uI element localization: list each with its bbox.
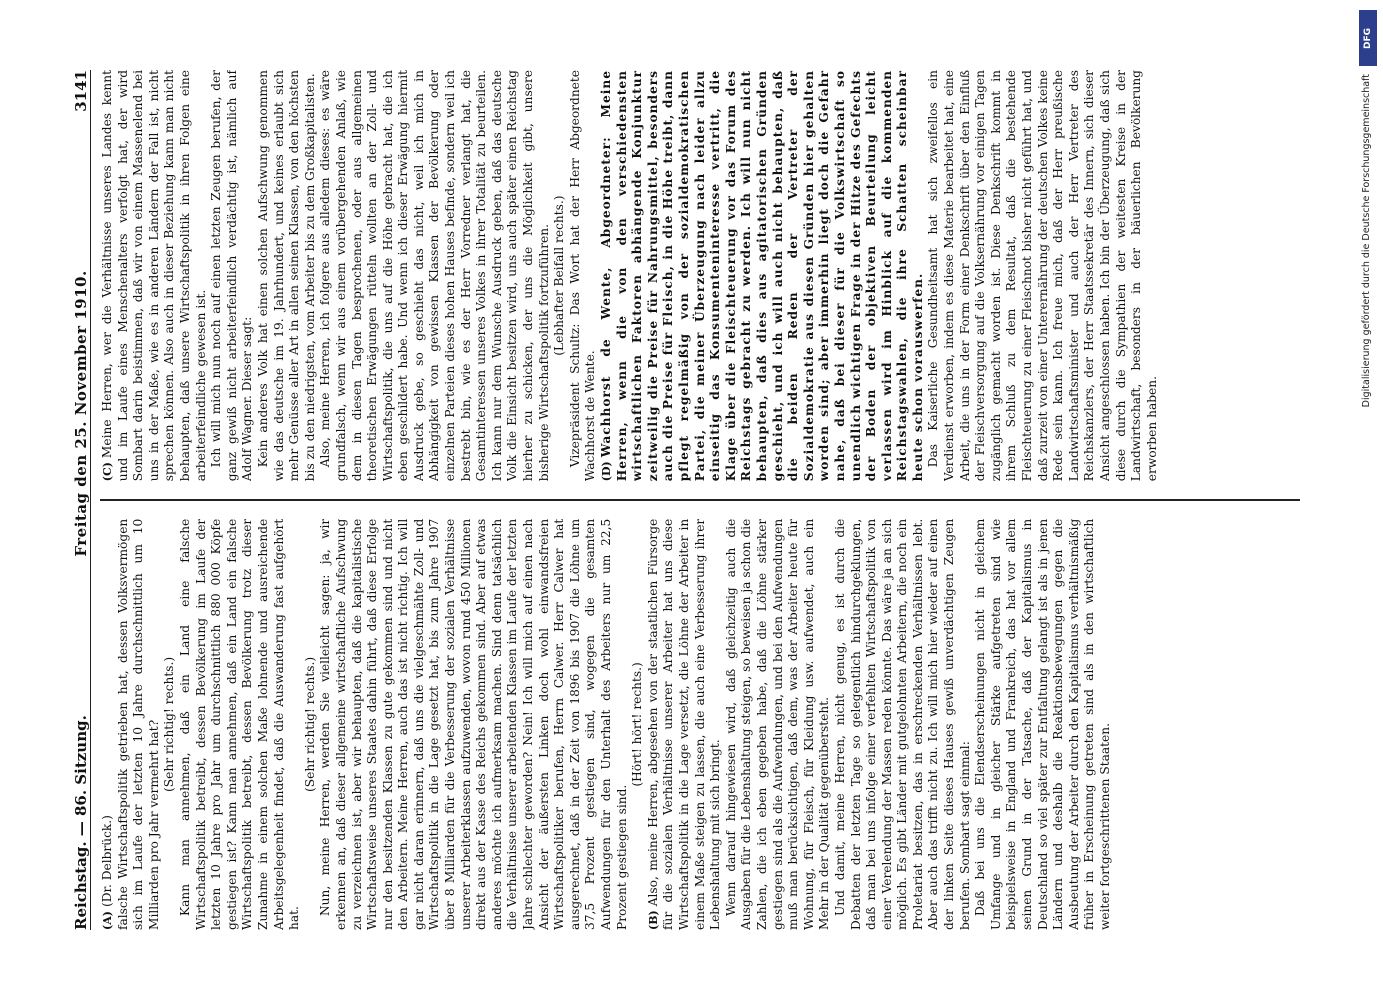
left-column [100,519,1300,930]
paragraph: Wenn darauf hingewiesen wird, daß gleichzeitig auch die Ausgaben für die Lebenshaltung steigen, so beweisen ja schon die Zahlen, die ich eben gegeben habe, daß die Löhne stärker gestiegen sind als die Aufwendungen, und bei den Aufwendungen muß man berücksichtigen, daß dem, was der Arbeiter heute für Wohnung, für Fleisch, für Kleidung usw. aufwendet, auch ein Mehr in der Qualität gegenübersteht. [723,518,832,930]
header-left: Reichstag. — 86. Sitzung. [72,715,90,930]
paragraph-marked: (B)Also, meine Herren, abgesehen von der staatlichen Fürsorge für die sozialen Verhältnisse unserer Arbeiter hat uns diese Wirtschaftspolitik in die Lage versetzt, die Löhne der Arbeiter in einem Maße steigen zu lassen, die auch eine Verbesserung ihrer Lebenshaltung mit sich bringt. [645,518,723,930]
rotated-print-area [60,50,1310,950]
dfg-logo-icon: DFG [1359,10,1377,66]
paragraph: Also, meine Herren, ich folgere aus alledem dieses: es wäre grundfalsch, wenn wir aus einem vorübergehenden Anlaß, wie dem in diesen Tagen besprochenen, oder aus allgemeinen theoretischen Erwägungen rütteln wollten an der Zoll- und Wirtschaftspolitik, die uns auf die Höhe gebracht hat, die ich eben geschildert habe. Und wenn ich dieser Erwägung hiermit Ausdruck gebe, so geschieht das nicht, weil ich mich in Abhängigkeit von gewissen Klassen der Bevölkerung oder einzelnen Parteien dieses hohen Hauses befinde, sondern weil ich bestrebt bin, wie es der Herr Vorredner verlangt hat, die Gesamtinteressen unseres Volkes in ihrer Totalität zu beurteilen. Ich kann nur dem Wunsche Ausdruck geben, daß das deutsche Volk die Einsicht besitzen wird, uns auch später einen Reichstag hierher zu schicken, der uns die Möglichkeit gibt, unsere bisherige Wirtschaftspolitik fortzuführen. [318,70,551,482]
funding-note: Digitalisierung gefördert durch die Deutsche Forschungsgemeinschaft [1361,74,1372,408]
margin-marker-a: (A) [101,911,114,930]
paragraph: Und damit, meine Herren, nicht genug, es ist durch die Debatten der letzten Tage so gelegentlich hindurchgeklungen, daß man bei uns infolge einer verfehlten Wirtschaftspolitik von einer Verelendung der Massen reden könnte. Das wäre ja an sich möglich. Es gibt Länder mit gutgelohnten Arbeitern, die noch ein Proletariat besitzen, das in erschreckenden Verhältnissen lebt. Aber auch das trifft nicht zu. Ich will mich hier wieder auf einen der linken Seite dieses Hauses gewiß unverdächtigen Zeugen berufen. Sombart sagt einmal: [832,518,972,930]
paragraph: Das Kaiserliche Gesundheitsamt hat sich zweifellos ein Verdienst erworben, indem es diese Materie bearbeitet hat, eine Arbeit, die uns in der Form einer Denkschrift über den Einfluß der Fleischversorgung auf die Volksernährung vor einigen Tagen zugänglich gemacht worden ist. Diese Denkschrift kommt in ihrem Schluß zu dem Resultat, daß die bestehende Fleischteuerung zu einer Fleischnot bisher nicht geführt hat, und daß zurzeit von einer Unterernährung der deutschen Volkes keine Rede sein kann. Ich freue mich, daß der Herr preußische Landwirtschaftsminister und auch der Herr Vertreter des Reichskanzlers, der Herr Staatssekretär des Innern, sich dieser Ansicht angeschlossen haben. Ich bin der Überzeugung, daß sich diese durch die Sympathien der weitesten Kreise in der Landwirtschaft, besonders in der bäuerlichen Bevölkerung erworben haben. [926,70,1159,482]
paragraph: Vizepräsident Schultz: Das Wort hat der Herr Abgeordnete Wachhorst de Wente. [567,70,598,482]
margin-marker-b: (B) [646,910,660,930]
paragraph-marked: (D)Wachhorst de Wente, Abgeordneter: Meine Herren, wenn die von den verschiedensten wirtschaftlichen Faktoren abhängende Konjunktur zeitweilig die Preise für Nahrungsmittel, besonders auch die Preise für Fleisch, in die Höhe treibt, dann pflegt regelmäßig von der sozialdemokratischen Partei, die meiner Überzeugung nach leider allzu einseitig das Konsumenteninteresse vertritt, die Klage über die Fleischteuerung vor das Forum des Reichstags gebracht zu werden. Ich will nun nicht behaupten, daß dies aus agitatorischen Gründen geschieht, und ich will auch nicht behaupten, daß die beiden Reden der Vertreter der Sozialdemokratie aus diesen Gründen hier gehalten worden sind; aber immerhin liegt doch die Gefahr nahe, daß bei dieser für die Volkswirtschaft so unendlich wichtigen Frage in der Hitze des Gefechts der Boden der objektiven Beurteilung leicht verlassen wird im Hinblick auf die kommenden Reichstagswahlen, die ihre Schatten scheinbar heute schon vorauswerfen. [599,70,925,482]
right-column [100,70,1300,481]
column-divider [100,499,1300,501]
margin-marker-c: (C) [101,462,114,482]
paragraph: Kann man annehmen, daß ein Land eine falsche Wirtschaftspolitik betreibt, dessen Bevölkerung im Laufe der letzten 10 Jahre pro Jahr um durchschnittlich 880 000 Köpfe gestiegen ist? Kann man annehmen, daß ein Land ein falsche Wirtschaftspolitik betreibt, dessen Bevölkerung trotz dieser Zunahme in einem solchen Maße lohnende und ausreichende Arbeitsgelegenheit findet, daß die Auswanderung fast aufgehört hat. [177,518,302,930]
credit-strip [1357,10,1379,990]
quotation: Daß bei uns die Elendserscheinungen nicht in gleichem Umfange und in gleicher Stärke aufgetreten sind wie beispielsweise in England und Frankreich, das hat vor allem seinen Grund in der Tatsache, daß der Kapitalismus in Deutschland so viel später zur Entfaltung gelangt ist als in jenen Ländern und deshalb die Reaktionsbewegungen gegen die Ausbeutung der Arbeiter durch den Kapitalismus verhältnismäßig früher in Erscheinung getreten sind als in den wirtschaftlich weiter fortgeschrittenen Staaten. [973,518,1112,930]
quotation: Kein anderes Volk hat einen solchen Aufschwung genommen wie das deutsche im 19. Jahrhundert, und keines erlaubt sich mehr Genüsse aller Art in allen seinen Klassen, von den höchsten bis zu den niedrigsten, vom Arbeiter bis zu dem Großkapitalisten. [255,70,317,482]
interjection: (Sehr richtig! rechts.) [162,656,177,792]
page-number: 3141 [72,70,90,112]
header-date: Freitag den 25. November 1910. [72,270,90,557]
page-header [60,70,91,930]
speaker-continuation: (A)(Dr. Delbrück.) [100,815,114,930]
interjection: (Sehr richtig! rechts.) [302,656,317,792]
paragraph-marked: (C)Meine Herren, wer die Verhältnisse unseres Landes kennt und im Laufe eines Menschenalters verfolgt hat, der wird Sombart darin beistimmen, daß wir von einem Massenelend bei uns in der Maße, wie es in anderen Ländern der Fall ist, nicht sprechen können. Also auch in dieser Beziehung kann man nicht behaupten, daß unsere Wirtschaftspolitik in ihren Folgen eine arbeiterfeindliche gewesen ist. [100,70,208,482]
interjection: (Lebhafter Beifall rechts.) [552,195,567,356]
interjection: (Hört! hört! rechts.) [630,662,645,787]
paragraph: Ich will mich nun noch auf einen letzten Zeugen berufen, der ganz gewiß nicht arbeiterfeindlich verdächtig ist, nämlich auf Adolf Wagner. Dieser sagt: [209,70,255,482]
margin-marker-d: (D) [600,461,613,482]
paragraph: Nun, meine Herren, werden Sie vielleicht sagen: ja, wir erkennen an, daß dieser allgemeine wirtschaftliche Aufschwung zu verzeichnen ist, aber wir behaupten, daß die kapitalistische Wirtschaftsweise unseres Staates dahin führt, daß diese Erfolge nur den besitzenden Klassen zu gute gekommen sind und nicht den Arbeitern. Meine Herren, auch das ist nicht richtig. Ich will gar nicht daran erinnern, daß uns die vielgeschmähte Zoll- und Wirtschaftspolitik in die Lage gesetzt hat, bis zum Jahre 1907 über 8 Milliarden für die Verbesserung der sozialen Verhältnisse unserer Arbeiterklassen aufzuwenden, wovon rund 450 Millionen direkt aus der Kasse des Reichs gekommen sind. Aber auf etwas anderes möchte ich aufmerksam machen. Sind denn tatsächlich die Verhältnisse unserer arbeitenden Klassen im Laufe der letzten Jahre schlechter geworden? Nein! Ich will mich auf einen nach Ansicht der äußersten Linken doch wohl einwandsfreien Wirtschaftspolitiker berufen, Herrn Calwer. Herr Calwer hat ausgerechnet, daß in der Zeit von 1896 bis 1907 die Löhne um 37,5 Prozent gestiegen sind, wogegen die gesamten Aufwendungen für den Unterhalt des Arbeiters nur um 22,5 Prozent gestiegen sind. [318,518,629,930]
paragraph: falsche Wirtschaftspolitik getrieben hat, dessen Volksvermögen sich im Laufe der letzten 10 Jahre durchschnittlich um 10 Milliarden pro Jahr vermehrt hat? [115,518,161,930]
text-columns [100,70,1300,930]
